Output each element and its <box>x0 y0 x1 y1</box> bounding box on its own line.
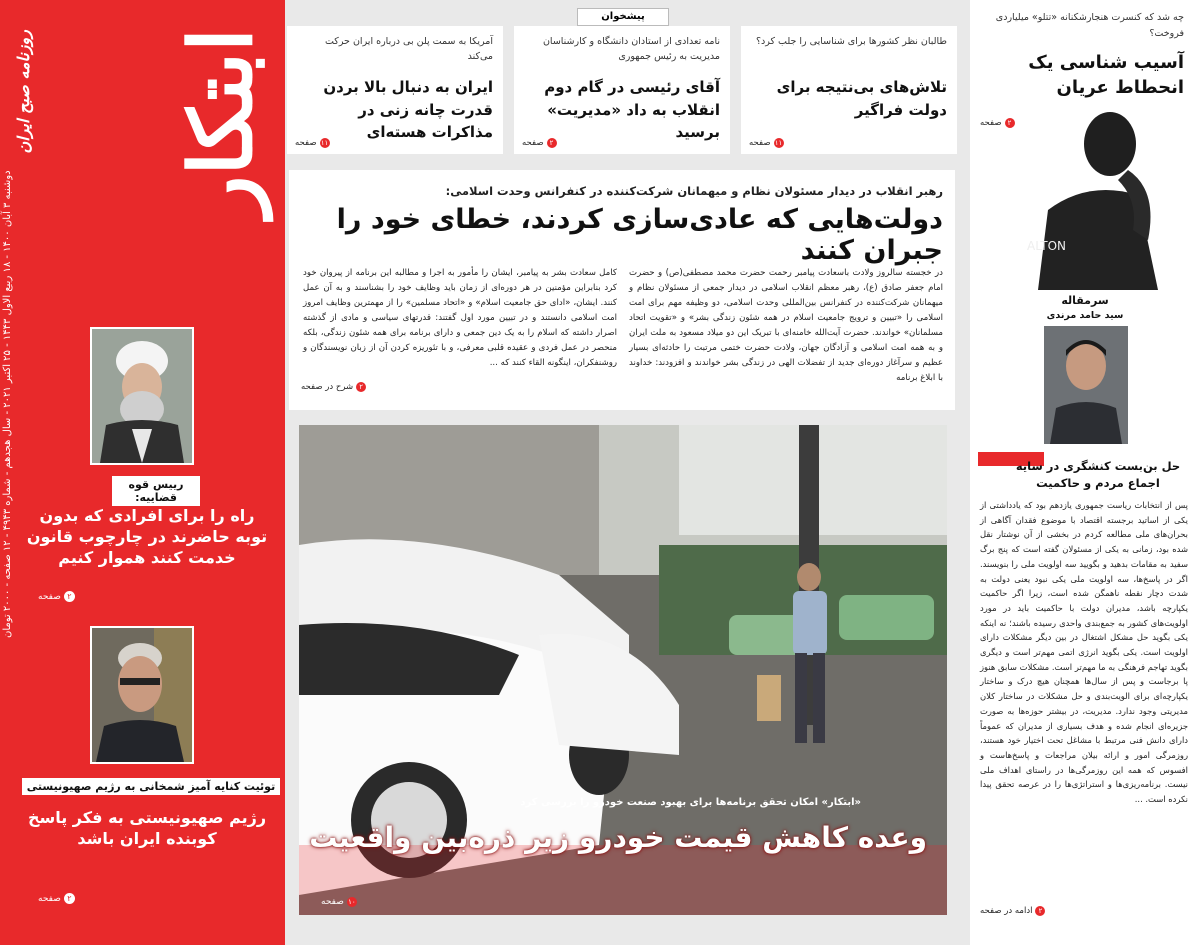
page-number: ۲ <box>64 893 75 904</box>
lead-headline: دولت‌هایی که عادی‌سازی کردند، خطای خود را جبران کنند <box>336 204 943 266</box>
page-label: شرح در صفحه <box>301 382 354 392</box>
page-ref-judiciary[interactable] <box>38 591 75 602</box>
main-photo-story[interactable] <box>299 425 947 915</box>
singer-photo <box>1018 100 1168 290</box>
page-number: ۱۰ <box>348 898 356 906</box>
page-label: صفحه <box>980 118 1002 128</box>
page-number: ۲ <box>1005 118 1015 128</box>
page-label: صفحه <box>295 138 317 148</box>
teaser-title: آقای رئیسی در گام دوم انقلاب به داد «مدیریت» برسید <box>544 78 720 141</box>
headline-shamkhani: رژیم صهیونیستی به فکر پاسخ کوبنده ایران باشد <box>27 808 267 848</box>
teaser-kicker: نامه تعدادی از استادان دانشگاه و کارشناسان مدیریت به رئیس جمهوری <box>542 36 720 63</box>
portrait-judiciary-chief <box>90 327 194 465</box>
caption-shamkhani: توئیت کنایه آمیز شمخانی به رژیم صهیونیستی <box>22 778 280 795</box>
teaser-page-ref <box>522 138 557 148</box>
lead-kicker: رهبر انقلاب در دیدار مسئولان نظام و میهمانان شرکت‌کننده در کنفرانس وحدت اسلامی: <box>445 184 943 198</box>
right-column <box>970 0 1200 945</box>
teasers-tab: پیشخوان <box>577 8 669 26</box>
page-number: ۲ <box>64 591 75 602</box>
teaser-kicker: طالبان نظر کشورها برای شناسایی را جلب کرد؟ <box>755 36 947 47</box>
teaser-page-ref <box>295 138 330 148</box>
right-headline: آسیب شناسی یک انحطاط عریان <box>1028 52 1184 99</box>
page-label: صفحه <box>522 138 544 148</box>
teaser-raisi[interactable] <box>514 26 730 154</box>
logo-subtitle: روزنامه صبح ایران <box>14 30 33 154</box>
editorial-continue-ref[interactable] <box>980 906 1045 916</box>
teaser-nuclear[interactable] <box>287 26 503 154</box>
lead-column-2: کامل سعادت بشر به پیامبر، ایشان را مأمور به اجرا و مطالبه این برنامه از پیروان خود کرد بنابراین مؤمنین در هر دوره‌ای از زمان باید وظایف خود را بشناسند و به آن عمل کنند. ایشان، «ادای حق جامعیت اسلام» و «اتحاد مسلمین» را از مهمترین وظایف امروز امت اسلامی دانستند و در تبیین مورد اول گفتند: قدرتهای سیاسی و مادی از گذشته اصرار داشته که اسلام را به یک دین جمعی و دارای برنامه برای همه شئون زندگی، بلکه منحصر در عمل فردی و عقیده قلبی معرفی، و با تئوریزه کردن آن از زبان نویسندگان و روشنفکران، اینگونه القاء کنند که ... <box>303 268 617 369</box>
logo-text: ابتکار <box>171 28 272 218</box>
right-kicker: چه شد که کنسرت هنجارشکنانه «تتلو» میلیاردی فروخت؟ <box>995 12 1184 40</box>
author-photo <box>1044 326 1128 444</box>
svg-text:ALTON: ALTON <box>1027 239 1066 253</box>
page-number: ۲ <box>547 138 557 148</box>
author-name: سید حامد مرندی <box>1046 310 1124 321</box>
portrait-shamkhani <box>90 626 194 764</box>
photo-headline: وعده کاهش قیمت خودرو زیر ذره‌بین واقعیت <box>309 821 927 854</box>
page-number: ۱۱ <box>774 139 783 147</box>
page-number: ۲ <box>356 382 366 392</box>
page-label: صفحه <box>38 591 61 602</box>
newspaper-logo <box>14 8 272 258</box>
page-number: ۲ <box>1035 906 1045 916</box>
lead-page-ref <box>301 382 366 392</box>
photo-page-ref <box>321 897 357 907</box>
right-page-ref[interactable] <box>980 118 1015 128</box>
teaser-taliban[interactable] <box>741 26 957 154</box>
lead-columns <box>303 266 943 386</box>
teaser-title: تلاش‌های بی‌نتیجه برای دولت فراگیر <box>776 78 947 119</box>
teasers-section <box>287 8 957 156</box>
page-label: صفحه <box>321 897 344 907</box>
lead-story[interactable] <box>289 170 955 410</box>
photo-caption: «ابتکار» امکان تحقق برنامه‌ها برای بهبود صنعت خودرو را بررسی کرد <box>520 797 861 808</box>
page-label: صفحه <box>749 138 771 148</box>
editorial-body: پس از انتخابات ریاست جمهوری یازدهم بود که یادداشتی از یکی از اساتید برجسته اقتصاد با موضوع فقدان آگاهی از بحران‌های ملی مطالعه کردم در بخشی از آن نوشتار نقل شده بود، زمانی به یکی از مسئولان گفته است که پنج برگ سفید به مقامات بدهید و بگویید سه اولویت ملی را بنویسند. اگر در پاسخ‌ها، سه اولویت ملی یکی نبود یعنی دولت به شدت دچار نقطه ناهمگن شده است، زیرا اگر حاکمیت یکپارچه باشد، مدیران دولت با حاکمیت باید در مورد اولویت‌های کشور به جمع‌بندی واحدی رسیده باشند؛ نه اینکه یکی بگوید حل مشکل اشتغال در بین دیگر مشکلات دارای اولویت است. یکی بگوید انرژی اتمی مهم‌تر است و دیگری بگوید تهاجم فرهنگی به ما مهم‌تر است. مشکلات سابق هنوز پا برجاست و پس از سال‌ها همچنان هیچ درک و ساختار یکپارچه‌ای برای الویت‌بندی و حل مشکلات در ساختار کلان مدیریتی وجود ندارد. مدیریت، در بیشتر حوزه‌ها به صورت جزیره‌ای انجام شده و هدف بسیاری از مدیران که عموماً دارای دانش فنی مرتبط با مشاغل تحت اختیار خود هستند، روزمرگی امور و ارائه بیلان مراجعات و پاسخ‌هاست و افسوس که همه این روزمرگی‌ها در راستای اهداف ملی نیست. برنامه‌ریزی‌ها و استراتژی‌ها را در عرصه تحقق پیدا نکرده است. ... <box>980 500 1188 805</box>
page-ref-shamkhani[interactable] <box>38 893 75 904</box>
page-number: ۱۱ <box>320 139 329 147</box>
headline-judiciary: راه را برای افرادی که بدون توبه حاضرند در چارچوب قانون خدمت کنند هموار کنیم <box>26 506 268 567</box>
page-label: ادامه در صفحه <box>980 906 1033 916</box>
section-label: سرمقاله <box>1061 294 1109 307</box>
page-label: صفحه <box>38 893 61 904</box>
teaser-page-ref <box>749 138 784 148</box>
dateline: دوشنبه ۳ آبان ۱۴۰۰ - ۱۸ ربیع الاول ۱۴۴۳ - ۲۵ اکتبر ۲۰۲۱ - سال هجدهم - شماره ۴۹۴۳ - ۱۲ صفحه - ۲۰۰۰ تومان <box>2 170 13 638</box>
teaser-title: ایران به دنبال بالا بردن قدرت چانه زنی در مذاکرات هسته‌ای <box>323 78 493 141</box>
masthead-column <box>0 0 285 945</box>
caption-judiciary-chief: رییس قوه قضاییه: <box>112 476 200 506</box>
lead-column-1: در خجسته سالروز ولادت باسعادت پیامبر رحمت حضرت محمد مصطفی(ص) و حضرت امام جعفر صادق (ع)، رهبر معظم انقلاب اسلامی در دیدار جمعی از مسئولان نظام و میهمانان شرکت‌کننده در کنفرانس بین‌المللی وحدت اسلامی، دو وظیفه مهم برای امت اسلامی را «تبیین و ترویج جامعیت اسلام در همه شئون زندگی بشر» و «تقویت اتحاد مسلمانان» خواندند. حضرت آیت‌الله خامنه‌ای با تبریک این دو میلاد مسعود به ملت ایران و به همه امت اسلامی و آزادگان جهان، ولادت حضرت ختمی مرتبت را حادثه‌ای بسیار عظیم و سرآغاز دوره‌ای جدید از تفضلات الهی در زندگی بشر خواندند و افزودند: خداوند با ابلاغ برنامه <box>629 268 943 384</box>
teaser-kicker: آمریکا به سمت پلن بی درباره ایران حرکت می‌کند <box>324 36 493 63</box>
editorial-title: حل بن‌بست کنشگری در سایه اجماع مردم و حاکمیت <box>1015 459 1181 491</box>
